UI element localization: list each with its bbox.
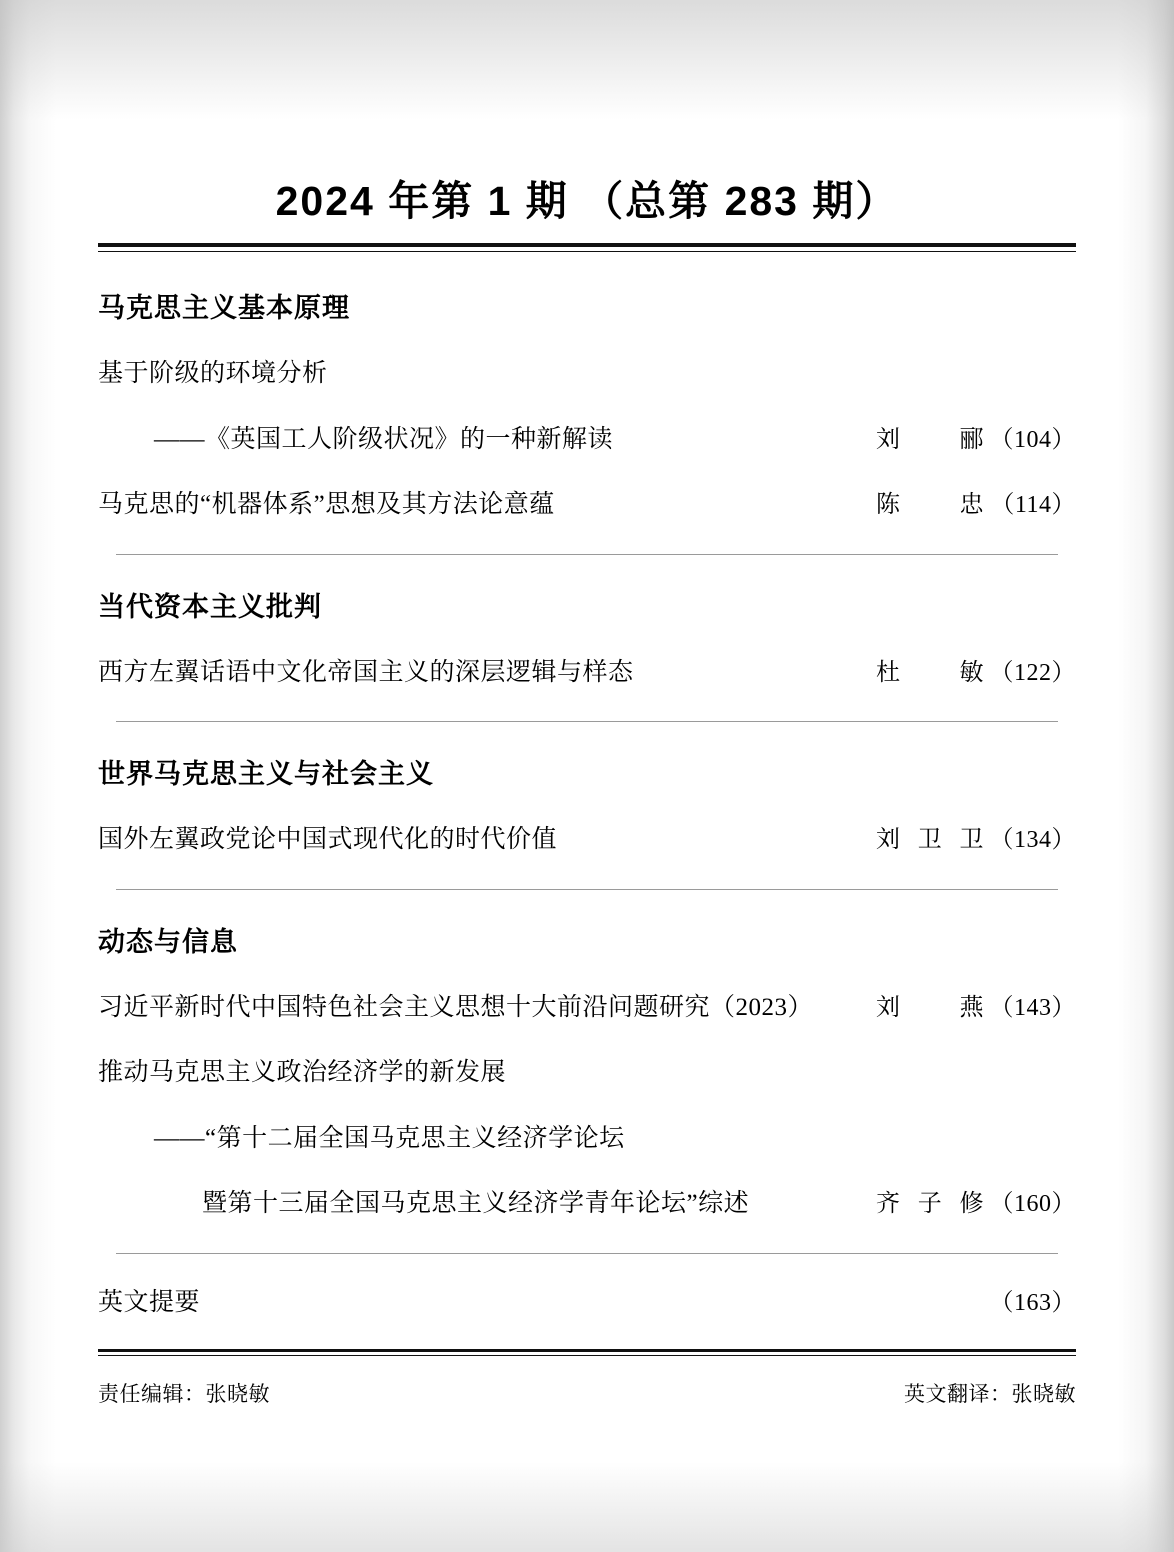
toc-entry[interactable] bbox=[98, 989, 1076, 1027]
entry-page: （104） bbox=[989, 426, 1076, 453]
section-world-marxism-socialism bbox=[98, 752, 1076, 859]
entry-title: 习近平新时代中国特色社会主义思想十大前沿问题研究（2023） bbox=[98, 993, 814, 1021]
entry-page: （114） bbox=[990, 492, 1076, 518]
entry-title: 马克思的“机器体系”思想及其方法论意蕴 bbox=[98, 491, 555, 518]
section-news-and-information bbox=[98, 920, 1076, 1223]
section-title: 马克思主义基本原理 bbox=[98, 293, 350, 323]
page-footer bbox=[98, 1378, 1076, 1408]
entry-author: 陈 忠 bbox=[876, 492, 984, 518]
toc-entry[interactable] bbox=[98, 1120, 1076, 1158]
entry-title: 西方左翼话语中文化帝国主义的深层逻辑与样态 bbox=[98, 658, 634, 686]
toc-entry[interactable] bbox=[98, 1185, 1076, 1223]
entry-meta bbox=[876, 990, 1076, 1026]
section-divider bbox=[116, 721, 1058, 722]
entry-author: 齐子修 bbox=[876, 1191, 984, 1217]
section-contemporary-capitalism-critique bbox=[98, 585, 1076, 692]
entry-title: 暨第十三届全国马克思主义经济学青年论坛”综述 bbox=[202, 1190, 750, 1217]
entry-page: （134） bbox=[989, 827, 1076, 853]
section-title: 世界马克思主义与社会主义 bbox=[98, 759, 434, 789]
entry-meta bbox=[876, 655, 1076, 691]
entry-meta bbox=[876, 487, 1076, 523]
entry-page: （143） bbox=[989, 994, 1076, 1021]
entry-page: （122） bbox=[989, 659, 1076, 686]
entry-title: ——《英国工人阶级状况》的一种新解读 bbox=[154, 425, 614, 453]
section-title: 当代资本主义批判 bbox=[98, 591, 322, 622]
entry-title: 基于阶级的环境分析 bbox=[98, 360, 328, 387]
section-divider bbox=[116, 554, 1058, 555]
entry-author: 刘 燕 bbox=[876, 994, 984, 1021]
section-divider bbox=[116, 1253, 1058, 1254]
entry-title: 推动马克思主义政治经济学的新发展 bbox=[98, 1059, 507, 1086]
toc-entry[interactable] bbox=[98, 821, 1076, 859]
toc-entry[interactable] bbox=[98, 1054, 1076, 1092]
entry-meta bbox=[876, 1285, 1076, 1321]
entry-page: （160） bbox=[989, 1191, 1076, 1217]
section-title: 动态与信息 bbox=[98, 926, 238, 957]
toc-entry[interactable] bbox=[98, 421, 1076, 459]
footer-rule bbox=[98, 1349, 1076, 1356]
toc-entry[interactable] bbox=[98, 654, 1076, 692]
entry-page: （163） bbox=[989, 1289, 1076, 1316]
entry-meta bbox=[876, 1186, 1076, 1222]
page-title: 2024 年第 1 期 （总第 283 期） bbox=[275, 178, 899, 224]
entry-title: 英文提要 bbox=[98, 1288, 201, 1316]
entry-meta bbox=[876, 422, 1076, 458]
entry-meta bbox=[876, 822, 1076, 858]
entry-title: 国外左翼政党论中国式现代化的时代价值 bbox=[98, 826, 558, 853]
entry-title: ——“第十二届全国马克思主义经济学论坛 bbox=[154, 1124, 625, 1152]
entry-author: 刘 郦 bbox=[876, 426, 984, 453]
toc-entry-english-abstracts[interactable] bbox=[98, 1284, 1076, 1322]
section-divider bbox=[116, 889, 1058, 890]
entry-author: 刘卫卫 bbox=[876, 827, 984, 853]
section-marxist-basic-principles bbox=[98, 286, 1076, 524]
toc-entry[interactable] bbox=[98, 355, 1076, 393]
entry-author: 杜 敏 bbox=[876, 659, 984, 686]
responsible-editor: 责任编辑：张晓敏 bbox=[98, 1382, 270, 1406]
english-translator: 英文翻译：张晓敏 bbox=[904, 1382, 1076, 1406]
header-rule bbox=[98, 243, 1076, 252]
toc-entry[interactable] bbox=[98, 486, 1076, 524]
